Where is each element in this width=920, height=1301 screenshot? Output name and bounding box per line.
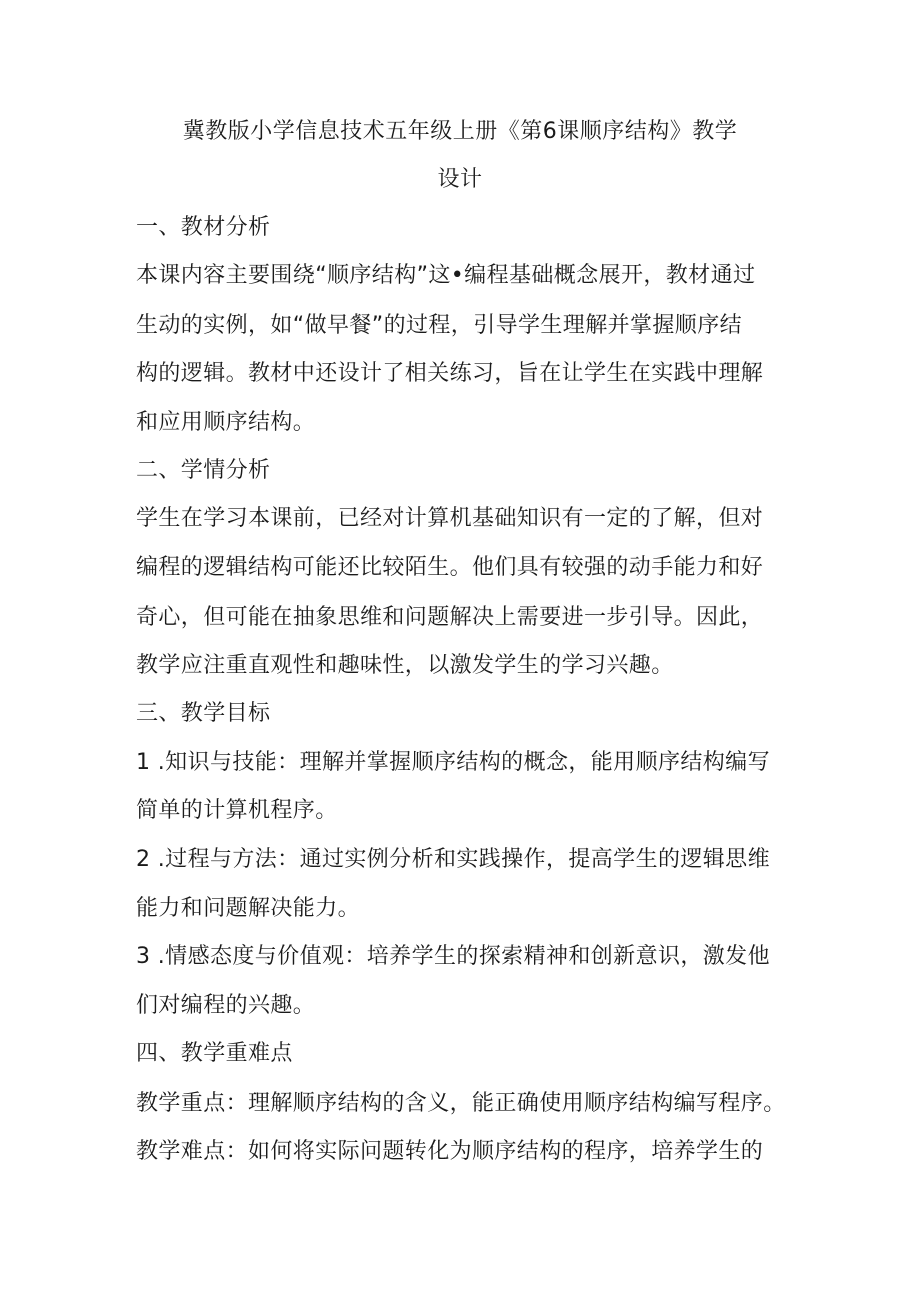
- section-heading-key-points: 四、教学重难点: [136, 1041, 293, 1066]
- paragraph-line: 奇心，但可能在抽象思维和问题解决上需要进一步引导。因此，: [136, 605, 764, 630]
- paragraph-line: 1 .知识与技能：理解并掌握顺序结构的概念，能用顺序结构编写: [136, 750, 770, 775]
- paragraph-line: 2 .过程与方法：通过实例分析和实践操作，提高学生的逻辑思维: [136, 847, 770, 872]
- paragraph-line: 教学应注重直观性和趣味性，以激发学生的学习兴趣。: [136, 653, 674, 678]
- document-title-line-1: 冀教版小学信息技术五年级上册《第6课顺序结构》教学: [182, 119, 738, 144]
- section-heading-student-analysis: 二、学情分析: [136, 458, 271, 483]
- paragraph-line: 编程的逻辑结构可能还比较陌生。他们具有较强的动手能力和好: [136, 555, 764, 580]
- paragraph-line: 能力和问题解决能力。: [136, 896, 361, 921]
- paragraph-line: 本课内容主要围绕“顺序结构”这•编程基础概念展开，教材通过: [136, 263, 756, 288]
- paragraph-line: 简单的计算机程序。: [136, 798, 338, 823]
- paragraph-line: 学生在学习本课前，已经对计算机基础知识有一定的了解，但对: [136, 506, 764, 531]
- paragraph-line: 们对编程的兴趣。: [136, 993, 316, 1018]
- document-title-line-2: 设计: [437, 167, 483, 192]
- paragraph-line: 构的逻辑。教材中还设计了相关练习，旨在让学生在实践中理解: [136, 361, 764, 386]
- paragraph-line: 3 .情感态度与价值观：培养学生的探索精神和创新意识，激发他: [136, 944, 770, 969]
- paragraph-line: 教学难点：如何将实际问题转化为顺序结构的程序，培养学生的: [136, 1139, 764, 1164]
- paragraph-line: 生动的实例，如“做早餐”的过程，引导学生理解并掌握顺序结: [136, 313, 742, 338]
- paragraph-line: 和应用顺序结构。: [136, 410, 316, 435]
- section-heading-materials: 一、教材分析: [136, 215, 271, 240]
- section-heading-objectives: 三、教学目标: [136, 701, 271, 726]
- paragraph-line: 教学重点：理解顺序结构的含义，能正确使用顺序结构编写程序。: [136, 1091, 786, 1116]
